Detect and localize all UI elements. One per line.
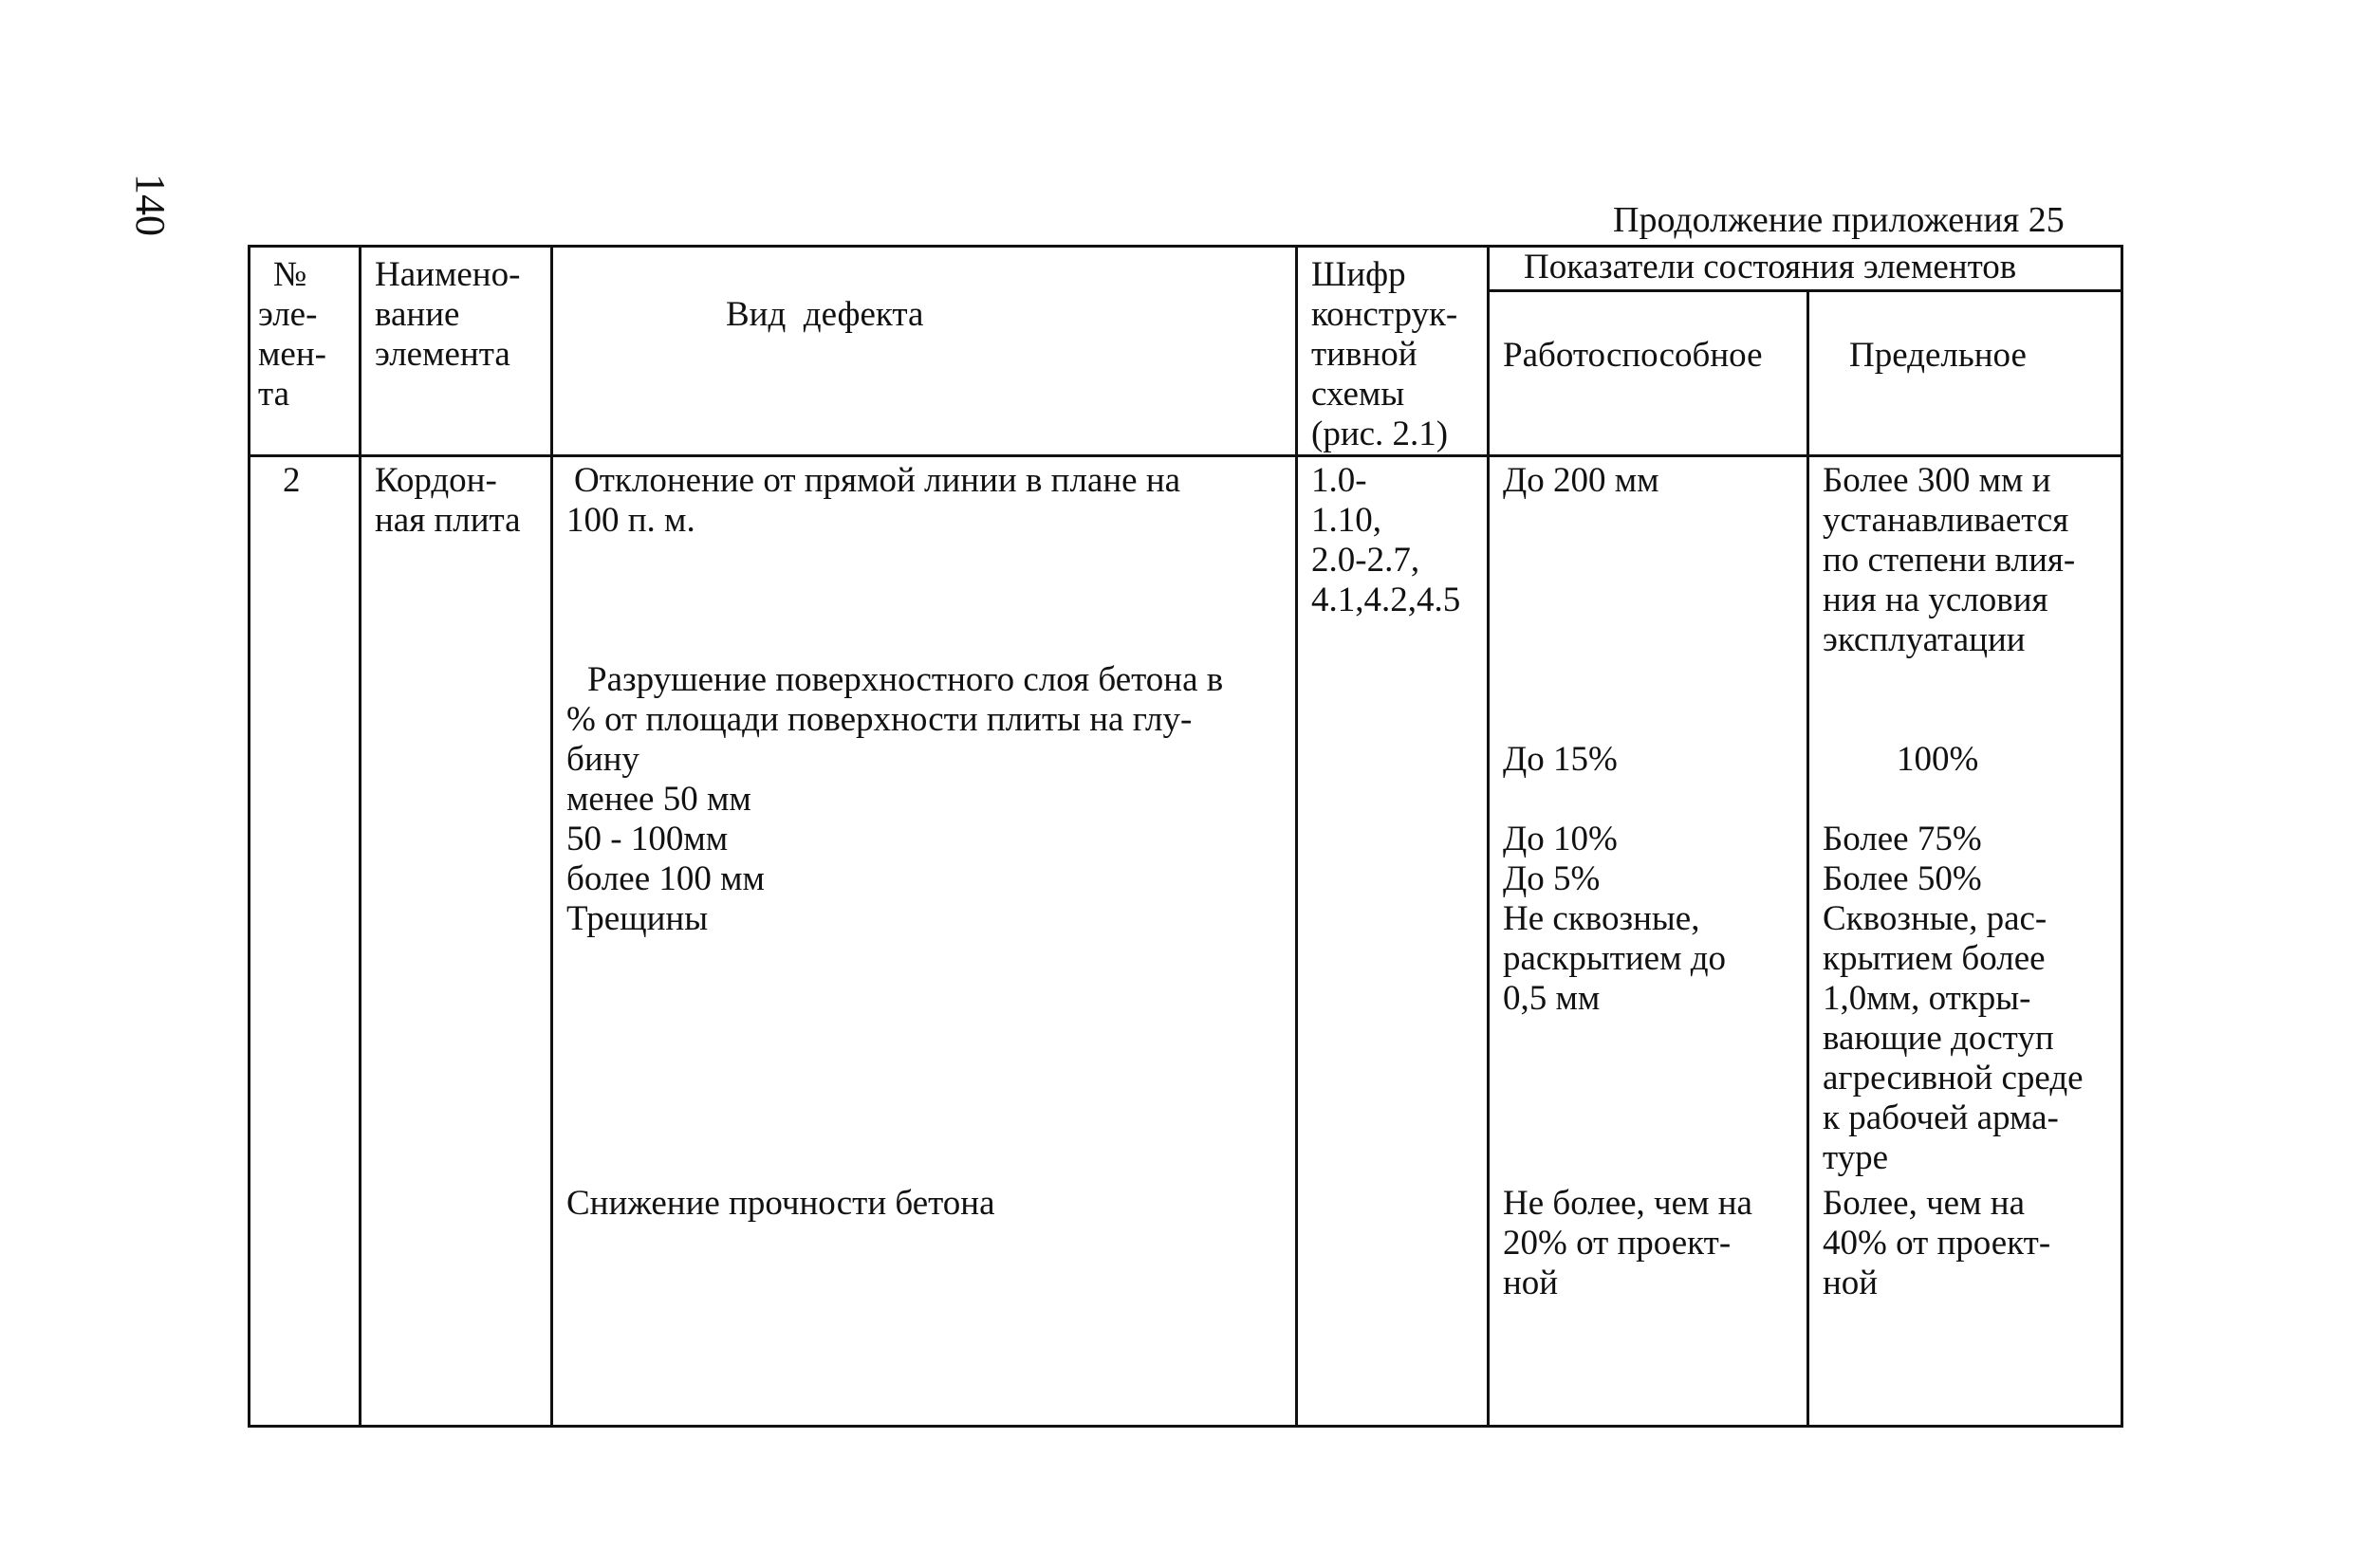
header-scheme-code: Шифр конструк- тивной схемы (рис. 2.1) (1297, 247, 1489, 456)
appendix-caption: Продолжение приложения 25 (1613, 200, 2065, 240)
row-limit-cell: Более 300 мм и устанавливается по степени влия- ния на условия эксплуатации 100% Более 75% Более 50% Сквозные, рас- крытием более 1,0мм, откры- вающие доступ агресивной среде к рабочей арма- туре Более, чем на 40% от проект- ной (1808, 456, 2122, 1427)
header-operable: Работоспособное (1489, 290, 1808, 455)
row-number-cell (250, 456, 361, 1427)
header-condition-group: Показатели состояния элементов (1489, 247, 2122, 291)
header-number: № эле- мен- та (250, 247, 361, 456)
row-number: 2 (283, 461, 301, 500)
table-row (250, 456, 2122, 1427)
header-limit: Предельное (1808, 290, 2122, 455)
defect-strength-loss: Снижение прочности бетона (566, 1184, 995, 1223)
row-code-cell: 1.0- 1.10, 2.0-2.7, 4.1,4.2,4.5 (1297, 456, 1489, 1427)
row-operable-cell: До 200 мм До 15% До 10% До 5% Не сквозные, раскрытием до 0,5 мм Не более, чем на 20% от проект- ной (1489, 456, 1808, 1427)
defects-table (248, 245, 2123, 1428)
header-defect-type: Вид дефекта (552, 247, 1297, 456)
row-name-cell: Кордон- ная плита (361, 456, 552, 1427)
defect-deviation: Отклонение от прямой линии в плане на (574, 461, 1181, 500)
row-defects-cell: Отклонение от прямой линии в плане на 100 п. м. Разрушение поверхностного слоя бетона в % от площади поверхности плиты на глу- бину менее 50 мм 50 - 100мм более 100 мм Трещины Снижение прочности бетона (552, 456, 1297, 1427)
defect-cracks: Трещины (566, 899, 709, 938)
page-number: 140 (127, 174, 174, 236)
defect-surface-destruction: Разрушение поверхностного слоя бетона в (587, 660, 1224, 699)
header-element-name: Наимено- вание элемента (361, 247, 552, 456)
